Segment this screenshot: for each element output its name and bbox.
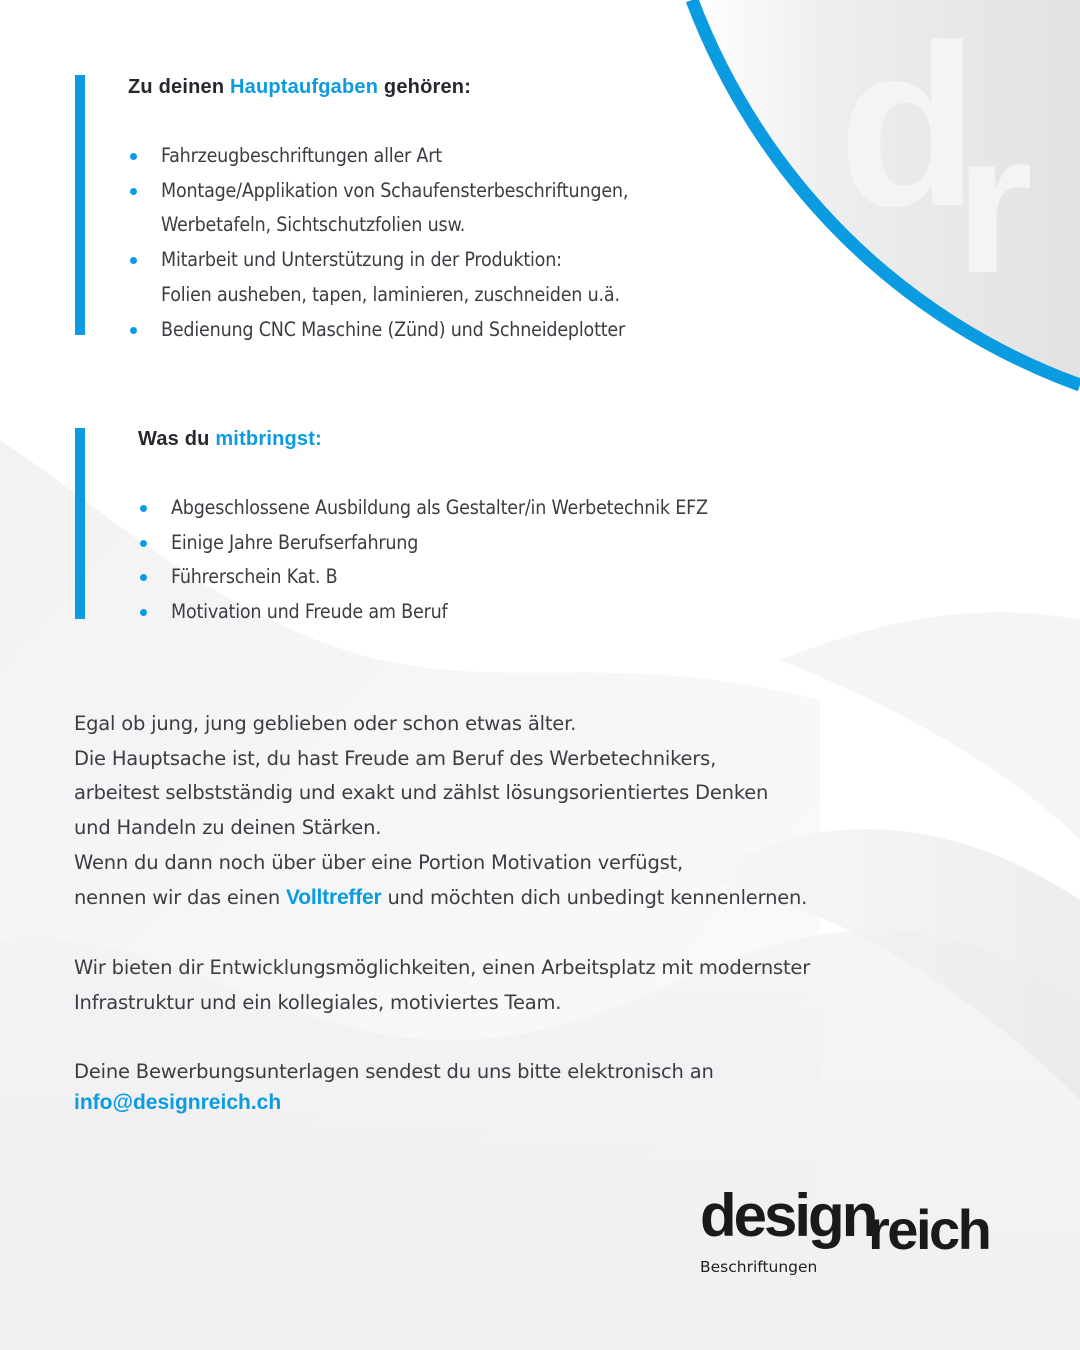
bullet-icon [130,327,137,334]
title-accent: mitbringst: [215,428,322,450]
section-accent-bar [75,428,85,619]
section-title-requirements [138,428,322,451]
list-item: Fahrzeugbeschriftungen aller Art [128,139,628,174]
requirements-list [138,491,708,630]
intro-paragraph: Egal ob jung, jung geblieben oder schon etwas älter. Die Hauptsache ist, du hast Freude am Beruf des Werbetechnikers, arbeitest selbstständig und exakt und zählst lösungsorientiertes Denken und Handeln zu deinen Stärken. Wenn du dann noch über über eine Portion Motivation verfügst, nennen wir das einen Volltreffer und möchten dich unbedingt kennenlernen. [74,712,808,909]
offer-paragraph: Wir bieten dir Entwicklungsmöglichkeiten, einen Arbeitsplatz mit modernster Infrastruktur und ein kollegiales, motiviertes Team. [74,956,811,1014]
svg-text:d: d [838,0,959,254]
main-tasks-list [128,139,628,347]
bullet-icon [140,540,147,547]
bullet-icon [140,505,147,512]
bullet-icon [140,609,147,616]
logo-tagline: Beschriftungen [700,1258,818,1276]
list-item: Bedienung CNC Maschine (Zünd) und Schneideplotter [128,313,628,348]
title-prefix: Zu deinen [128,76,230,98]
list-item: Motivation und Freude am Beruf [138,595,708,630]
title-accent: Hauptaufgaben [230,76,379,98]
list-item: Montage/Applikation von Schaufensterbeschriftungen, Werbetafeln, Sichtschutzfolien usw. [128,174,628,243]
application-paragraph: Deine Bewerbungsunterlagen sendest du uns bitte elektronisch an [74,1060,714,1083]
title-prefix: Was du [138,428,216,450]
designreich-logo [700,1182,1020,1286]
section-title-main-tasks [128,76,471,99]
list-item: Abgeschlossene Ausbildung als Gestalter/in Werbetechnik EFZ [138,491,708,526]
logo-word-reich: reich [868,1198,990,1261]
logo-word-design: design [700,1182,876,1249]
bullet-icon [130,257,137,264]
section-accent-bar [75,75,85,335]
title-suffix: gehören: [378,76,472,98]
bullet-icon [130,153,137,160]
bullet-icon [130,188,137,195]
list-item: Führerschein Kat. B [138,560,708,595]
highlight-volltreffer: Volltreffer [286,885,382,909]
bullet-icon [140,574,147,581]
list-item: Mitarbeit und Unterstützung in der Produktion: Folien ausheben, tapen, laminieren, zuschneiden u.ä. [128,243,628,312]
email-link[interactable]: info@designreich.ch [74,1091,282,1114]
list-item: Einige Jahre Berufserfahrung [138,526,708,561]
svg-text:r: r [955,92,1033,315]
